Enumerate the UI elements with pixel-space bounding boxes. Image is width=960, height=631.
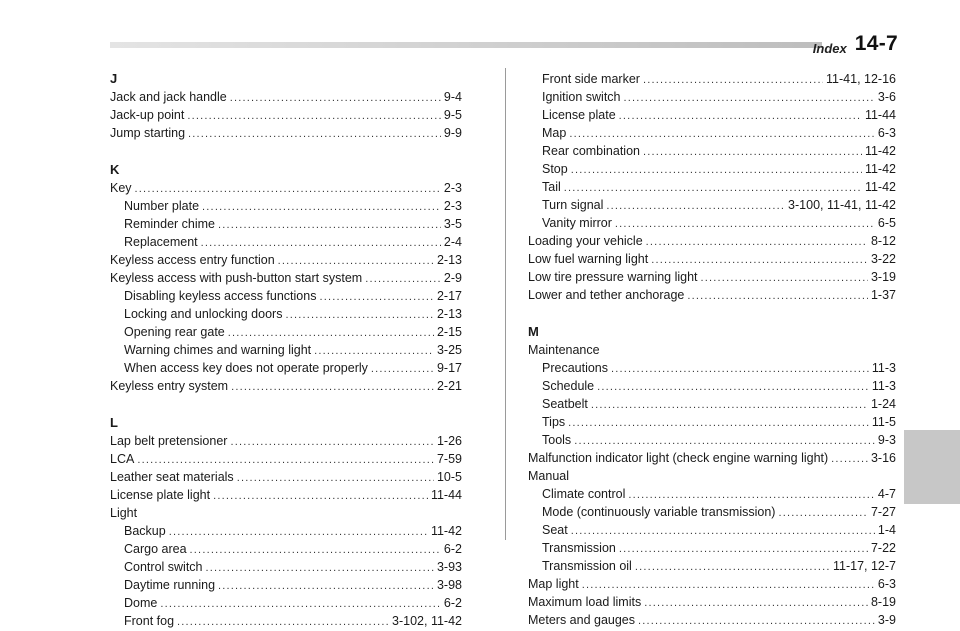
dot-leader [571,522,875,540]
index-term: Turn signal [542,198,604,212]
index-page-ref: 3-16 [870,451,896,465]
index-entry [110,377,462,395]
index-page-ref: 11-42 [864,162,896,176]
index-subentry [110,323,462,341]
index-subentry [110,287,462,305]
index-subentry [528,503,896,521]
index-page-ref: 8-19 [870,595,896,609]
index-term: Seat [542,523,568,537]
index-term: Number plate [124,199,200,213]
index-page-ref: 11-44 [430,488,462,502]
index-section-letter: L [110,415,118,430]
index-column-left [110,70,462,630]
dot-leader [187,107,441,125]
index-page-ref: 9-3 [877,433,896,447]
index-entry [110,124,462,142]
index-entry [110,486,462,504]
index-term: Backup [124,524,166,538]
dot-leader [177,613,389,631]
index-column-right [528,70,896,629]
index-term: Maximum load limits [528,595,642,609]
index-term: Front side marker [542,72,640,86]
index-entry [110,179,462,197]
dot-leader [228,324,434,342]
index-term: Warning chimes and warning light [124,343,312,357]
index-term: Tools [542,433,572,447]
column-divider [505,68,506,540]
dot-leader [831,450,868,468]
index-term: Low tire pressure warning light [528,270,698,284]
index-subentry [528,377,896,395]
index-entry [528,250,896,268]
index-entry [528,286,896,304]
index-page-ref: 2-17 [436,289,462,303]
dot-leader [237,469,434,487]
section-spacer [528,304,896,323]
index-page-ref: 11-3 [871,361,896,375]
index-term: Maintenance [528,343,600,357]
index-page-ref: 2-4 [443,235,462,249]
dot-leader [624,89,875,107]
dot-leader [278,252,434,270]
index-page-ref: 9-9 [443,126,462,140]
index-page-ref: 2-13 [436,307,462,321]
index-page-ref: 2-9 [443,271,462,285]
index-subentry [528,539,896,557]
dot-leader [611,360,869,378]
index-page-ref: 3-22 [870,252,896,266]
index-entry [528,593,896,611]
index-page-ref: 11-5 [871,415,896,429]
index-term: Control switch [124,560,203,574]
index-page-ref: 2-3 [443,199,462,213]
index-page-ref: 9-4 [443,90,462,104]
dot-leader [190,541,441,559]
dot-leader [635,558,830,576]
index-page-ref: 1-26 [436,434,462,448]
index-entry [110,468,462,486]
index-term: When access key does not operate properly [124,361,368,375]
index-subentry [528,196,896,214]
index-subentry [110,233,462,251]
index-page-ref: 3-25 [436,343,462,357]
index-subentry [528,214,896,232]
dot-leader [285,306,434,324]
index-term: Keyless entry system [110,379,229,393]
dot-leader [651,251,868,269]
index-term: Meters and gauges [528,613,636,627]
index-term: Ignition switch [542,90,621,104]
index-page-ref: 11-3 [871,379,896,393]
index-page-ref: 4-7 [877,487,896,501]
index-term: Malfunction indicator light (check engine warning light) [528,451,829,465]
dot-leader [571,161,862,179]
index-page-ref: 6-3 [877,126,896,140]
index-page-ref: 7-59 [436,452,462,466]
dot-leader [619,107,862,125]
index-page-ref: 2-3 [443,181,462,195]
index-page-ref: 3-9 [877,613,896,627]
index-entry [528,611,896,629]
index-section-letter: M [528,324,539,339]
section-thumb-tab [904,430,960,504]
dot-leader [202,198,441,216]
index-subentry [110,359,462,377]
index-entry [528,449,896,467]
dot-leader [638,612,875,630]
dot-leader [619,540,868,558]
section-spacer [110,142,462,161]
index-page-ref: 3-98 [436,578,462,592]
dot-leader [218,216,441,234]
index-term: Disabling keyless access functions [124,289,317,303]
index-section-letter: J [110,71,118,86]
dot-leader [582,576,875,594]
index-subentry [110,305,462,323]
index-page-ref: 6-2 [443,596,462,610]
index-term: Front fog [124,614,175,628]
dot-leader [135,180,441,198]
index-page-ref: 9-5 [443,108,462,122]
dot-leader [628,486,875,504]
index-term: LCA [110,452,135,466]
index-page-ref: 6-5 [877,216,896,230]
index-entry [528,341,896,359]
index-term: Dome [124,596,158,610]
index-entry [528,268,896,286]
index-subentry [110,594,462,612]
index-page-ref: 2-13 [436,253,462,267]
dot-leader [701,269,868,287]
dot-leader [687,287,868,305]
index-section-letter: K [110,162,120,177]
index-term: Precautions [542,361,609,375]
index-term: Key [110,181,132,195]
index-entry [528,467,896,485]
dot-leader [231,378,434,396]
index-subentry [110,341,462,359]
index-entry [110,432,462,450]
index-entry [528,232,896,250]
index-term: Transmission [542,541,616,555]
index-page-ref: 3-6 [877,90,896,104]
index-term: License plate [542,108,616,122]
dot-leader [314,342,434,360]
index-term: Opening rear gate [124,325,225,339]
index-term: Stop [542,162,568,176]
index-term: Daytime running [124,578,216,592]
index-term: Seatbelt [542,397,588,411]
page-number: 14-7 [854,32,898,55]
index-entry [110,88,462,106]
index-page-ref: 3-5 [443,217,462,231]
index-entry [110,269,462,287]
index-page-ref: 7-27 [870,505,896,519]
index-page-ref: 7-22 [870,541,896,555]
dot-leader [230,433,434,451]
index-entry [110,504,462,522]
dot-leader [574,432,875,450]
index-term: Jack and jack handle [110,90,227,104]
section-spacer [110,395,462,414]
index-subentry [528,88,896,106]
index-term: Light [110,506,138,520]
index-subentry [110,612,462,630]
dot-leader [615,215,875,233]
dot-leader [213,487,428,505]
index-page-ref: 11-17, 12-7 [832,559,896,573]
dot-leader [230,89,441,107]
index-term: Replacement [124,235,198,249]
index-subentry [528,413,896,431]
index-entry [110,106,462,124]
index-subentry [528,70,896,88]
index-page-ref: 11-41, 12-16 [826,72,896,86]
index-subentry [528,395,896,413]
index-term: Rear combination [542,144,640,158]
dot-leader [218,577,434,595]
index-term: Lap belt pretensioner [110,434,228,448]
index-subentry [528,106,896,124]
dot-leader [568,414,869,432]
index-term: Tips [542,415,566,429]
index-subentry [528,178,896,196]
index-term: Keyless access entry function [110,253,275,267]
index-page-ref: 11-42 [864,180,896,194]
header-label: Index [812,41,847,56]
index-entry [528,575,896,593]
index-page-ref: 3-102, 11-42 [392,614,462,628]
index-subentry [528,485,896,503]
index-subentry [528,124,896,142]
index-term: Map [542,126,567,140]
index-page-ref: 3-93 [436,560,462,574]
index-term: Leather seat materials [110,470,234,484]
index-term: Tail [542,180,561,194]
index-page-ref: 11-42 [430,524,462,538]
dot-leader [319,288,434,306]
index-page-ref: 1-4 [877,523,896,537]
index-subentry [528,142,896,160]
dot-leader [206,559,434,577]
index-subentry [110,215,462,233]
dot-leader [201,234,441,252]
index-term: Low fuel warning light [528,252,649,266]
index-term: Cargo area [124,542,187,556]
index-subentry [110,540,462,558]
index-page-ref: 6-3 [877,577,896,591]
dot-leader [371,360,434,378]
index-term: Locking and unlocking doors [124,307,283,321]
index-page-ref: 3-100, 11-41, 11-42 [788,198,896,212]
dot-leader [597,378,869,396]
index-subentry [110,197,462,215]
index-page-ref: 8-12 [870,234,896,248]
index-page-ref: 1-37 [870,288,896,302]
dot-leader [564,179,862,197]
index-page-ref: 3-19 [870,270,896,284]
index-term: Keyless access with push-button start system [110,271,363,285]
dot-leader [591,396,868,414]
dot-leader [169,523,428,541]
dot-leader [643,143,862,161]
index-subentry [528,160,896,178]
dot-leader [188,125,441,143]
index-page-ref: 11-44 [864,108,896,122]
index-term: Map light [528,577,579,591]
dot-leader [644,594,868,612]
index-term: License plate light [110,488,211,502]
dot-leader [606,197,785,215]
index-page-ref: 2-15 [436,325,462,339]
index-term: Jump starting [110,126,186,140]
header-rule [110,42,822,48]
index-subentry [528,359,896,377]
index-page-ref: 1-24 [870,397,896,411]
index-subentry [528,557,896,575]
index-term: Loading your vehicle [528,234,643,248]
index-term: Vanity mirror [542,216,612,230]
dot-leader [778,504,868,522]
index-term: Schedule [542,379,595,393]
index-entry [110,251,462,269]
index-subentry [110,576,462,594]
index-page-ref: 9-17 [436,361,462,375]
dot-leader [643,71,823,89]
index-term: Jack-up point [110,108,185,122]
index-page-ref: 10-5 [436,470,462,484]
dot-leader [160,595,441,613]
index-term: Climate control [542,487,626,501]
index-subentry [110,558,462,576]
dot-leader [569,125,875,143]
index-term: Reminder chime [124,217,216,231]
index-term: Transmission oil [542,559,632,573]
index-term: Lower and tether anchorage [528,288,685,302]
index-page-ref: 2-21 [436,379,462,393]
index-term: Mode (continuously variable transmission) [542,505,776,519]
index-subentry [528,431,896,449]
dot-leader [137,451,434,469]
index-entry [110,450,462,468]
index-term: Manual [528,469,569,483]
dot-leader [365,270,441,288]
running-header [813,30,898,56]
dot-leader [646,233,868,251]
index-page-ref: 11-42 [864,144,896,158]
index-subentry [528,521,896,539]
index-page-ref: 6-2 [443,542,462,556]
index-subentry [110,522,462,540]
